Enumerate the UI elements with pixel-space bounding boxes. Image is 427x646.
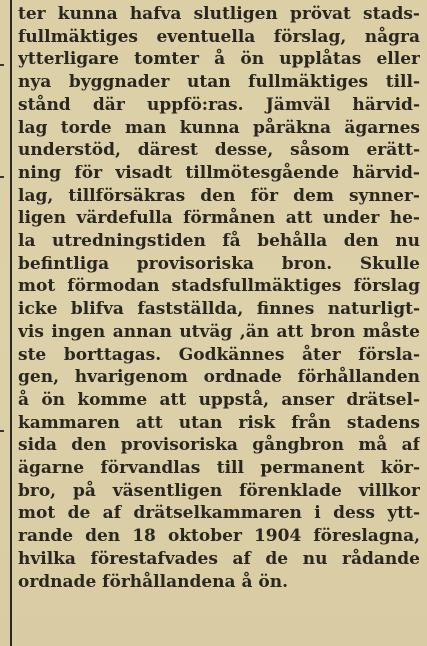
text-line: bro, på väsentligen förenklade villkor: [18, 480, 420, 501]
text-line: icke blifva fastställda, finnes naturligt-: [18, 299, 420, 320]
text-line: lag torde man kunna påräkna ägarnes: [18, 117, 420, 138]
text-line: la utredningstiden få behålla den nu: [18, 231, 420, 252]
text-line: fullmäktiges eventuella förslag, några: [18, 26, 420, 47]
text-line: sida den provisoriska gångbron må af: [18, 435, 420, 456]
text-line: befintliga provisoriska bron. Skulle: [18, 253, 420, 274]
text-line: kammaren att utan risk från stadens: [18, 412, 420, 433]
text-line: understöd, därest desse, såsom erätt-: [18, 140, 420, 161]
margin-mark: [0, 430, 4, 432]
margin-mark: [0, 64, 4, 66]
text-line: å ön komme att uppstå, anser drätsel-: [18, 389, 420, 410]
margin-mark: [0, 176, 4, 178]
text-line: vis ingen annan utväg ,än att bron måste: [18, 321, 420, 342]
text-line-last: ordnade förhållandena å ön.: [18, 571, 288, 592]
column-rule: [10, 0, 12, 646]
text-line: ning för visadt tillmötesgående härvid-: [18, 162, 420, 183]
text-line: nya byggnader utan fullmäktiges till-: [18, 72, 420, 93]
text-line: lag, tillförsäkras den för dem synner-: [18, 185, 420, 206]
text-line: rande den 18 oktober 1904 föreslagna,: [18, 526, 420, 547]
text-line: mot förmodan stadsfullmäktiges förslag: [18, 276, 420, 297]
text-line: hvilka förestafvades af de nu rådande: [18, 548, 420, 569]
text-line: ter kunna hafva slutligen prövat stads-: [18, 4, 420, 24]
text-line: ligen värdefulla förmånen att under he-: [18, 208, 420, 229]
text-line: gen, hvarigenom ordnade förhållanden: [18, 367, 420, 388]
text-line: ägarne förvandlas till permanent kör-: [18, 458, 420, 479]
text-line: stånd där uppfö:ras. Jämväl härvid-: [18, 94, 420, 115]
article-text: [18, 3, 420, 593]
text-line: ste borttagas. Godkännes åter försla-: [18, 344, 420, 365]
text-line: mot de af drätselkammaren i dess ytt-: [18, 503, 420, 524]
text-line: ytterligare tomter å ön upplåtas eller: [18, 49, 420, 70]
